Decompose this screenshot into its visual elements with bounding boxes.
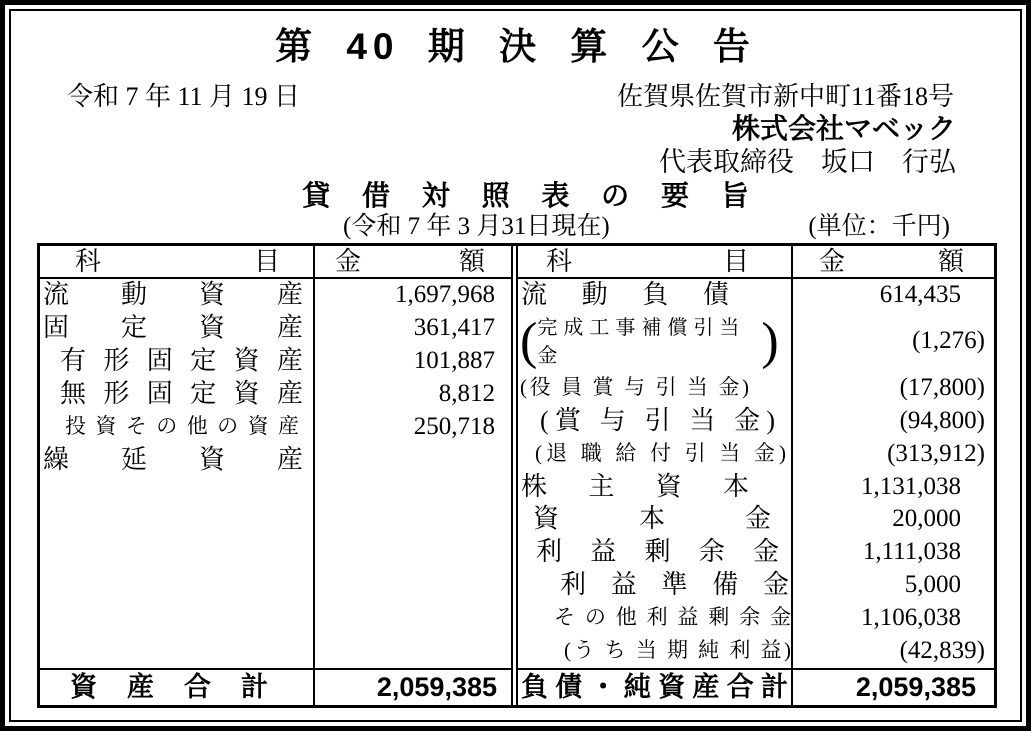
row-completed-work-warranty-reserve (518, 312, 994, 372)
row-investments-other-assets (40, 411, 511, 444)
close-paren: ) (761, 312, 779, 370)
assets-section (40, 246, 511, 705)
liabilities-amount-column-header: 金 額 (819, 247, 964, 276)
item-label: 繰 延 資 産 (40, 444, 315, 477)
amount-value: 1,111,038 (862, 538, 961, 566)
amount-value: 8,812 (438, 380, 495, 407)
page-title: 第 40 期 決 算 公 告 (275, 26, 756, 67)
representative-name: 代表取締役 坂口 行弘 (659, 147, 956, 177)
row-tangible-fixed-assets (40, 345, 511, 378)
amount-value: 5,000 (904, 571, 961, 599)
amount-value (315, 444, 511, 477)
item-label: 流 動 負 債 (518, 279, 793, 312)
amount-value: 1,131,038 (861, 472, 961, 500)
amount-value: 1,106,038 (861, 604, 961, 632)
row-officer-bonus-reserve (518, 372, 994, 405)
amount-value: (42,839) (899, 637, 985, 665)
amount-value: 361,417 (413, 314, 495, 341)
item-label: 資 本 金 (518, 503, 793, 536)
company-name: 株式会社マベック (731, 113, 956, 144)
statement-title: 貸 借 対 照 表 の 要 旨 (302, 180, 757, 211)
item-label: (賞 与 引 当 金) (518, 405, 793, 438)
item-label-lines (537, 314, 761, 370)
item-label: 無 形 固 定 資 産 (40, 378, 315, 411)
row-current-liabilities (518, 279, 994, 312)
as-of-date: (令和 7 年 3 月31日現在) (343, 213, 610, 240)
row-retained-earnings (518, 536, 994, 569)
item-label: 利 益 準 備 金 (518, 569, 793, 602)
empty-cell (40, 477, 315, 668)
date-address-row (11, 81, 1020, 113)
assets-item-column-header: 科 目 (40, 246, 315, 277)
liabilities-total-value: 2,059,385 (855, 672, 976, 703)
liabilities-total-label: 負債・純資産合計 (518, 670, 793, 705)
empty-cell (315, 477, 511, 668)
row-retirement-benefit-reserve (518, 438, 994, 471)
row-legal-retained-earnings (518, 569, 994, 602)
assets-empty-space (40, 477, 511, 668)
item-label: 投 資 そ の 他 の 資 産 (40, 411, 315, 444)
center-double-rule (511, 246, 518, 705)
row-bonus-reserve (518, 405, 994, 438)
row-intangible-fixed-assets (40, 378, 511, 411)
liabilities-section (518, 246, 994, 705)
balance-sheet-table (37, 243, 997, 708)
item-label: 固 定 資 産 (40, 312, 315, 345)
item-label-line1: 完成工事補償引当 (537, 316, 746, 339)
amount-value: 614,435 (879, 281, 961, 308)
unit-label: (単位：千円) (808, 213, 950, 240)
row-net-income (518, 635, 994, 668)
row-other-retained-earnings (518, 602, 994, 635)
amount-value: (17,800) (899, 373, 985, 401)
item-label: 有 形 固 定 資 産 (40, 345, 315, 378)
item-label-line2: 金 (537, 344, 564, 367)
item-label: (退 職 給 付 引 当 金) (518, 438, 793, 471)
amount-value: 1,697,968 (395, 281, 495, 308)
page-frame (9, 9, 1022, 722)
assets-total-label: 資 産 合 計 (40, 670, 315, 705)
row-deferred-assets (40, 444, 511, 477)
item-label: (役 員 賞 与 引 当 金) (518, 372, 793, 405)
row-shareholders-equity (518, 471, 994, 504)
liabilities-header-row (518, 246, 994, 279)
assets-amount-column-header: 金 額 (335, 247, 485, 276)
announcement-date: 令和 7 年 11 月 19 日 (67, 82, 301, 111)
asof-unit-row (11, 213, 1020, 241)
amount-value: 20,000 (892, 505, 961, 533)
item-label: (う ち 当 期 純 利 益) (518, 635, 793, 668)
item-label: そ の 他 利 益 剰 余 金 (518, 602, 793, 635)
amount-value: 101,887 (413, 347, 495, 374)
company-address: 佐賀県佐賀市新中町11番18号 (616, 82, 954, 111)
amount-value: (1,276) (912, 326, 985, 354)
row-fixed-assets (40, 312, 511, 345)
open-paren: ( (520, 312, 538, 370)
item-label (518, 312, 793, 372)
liabilities-total-row (518, 668, 994, 705)
row-current-assets (40, 279, 511, 312)
amount-value: 250,718 (413, 413, 495, 440)
amount-value: (94,800) (899, 406, 985, 434)
liabilities-item-column-header: 科 目 (518, 246, 793, 277)
amount-value: (313,912) (887, 439, 985, 467)
row-capital-stock (518, 503, 994, 536)
assets-total-value: 2,059,385 (376, 672, 497, 702)
item-label: 流 動 資 産 (40, 279, 315, 312)
assets-total-row (40, 668, 511, 705)
assets-header-row (40, 246, 511, 279)
item-label: 株 主 資 本 (518, 471, 793, 504)
item-label: 利 益 剰 余 金 (518, 536, 793, 569)
